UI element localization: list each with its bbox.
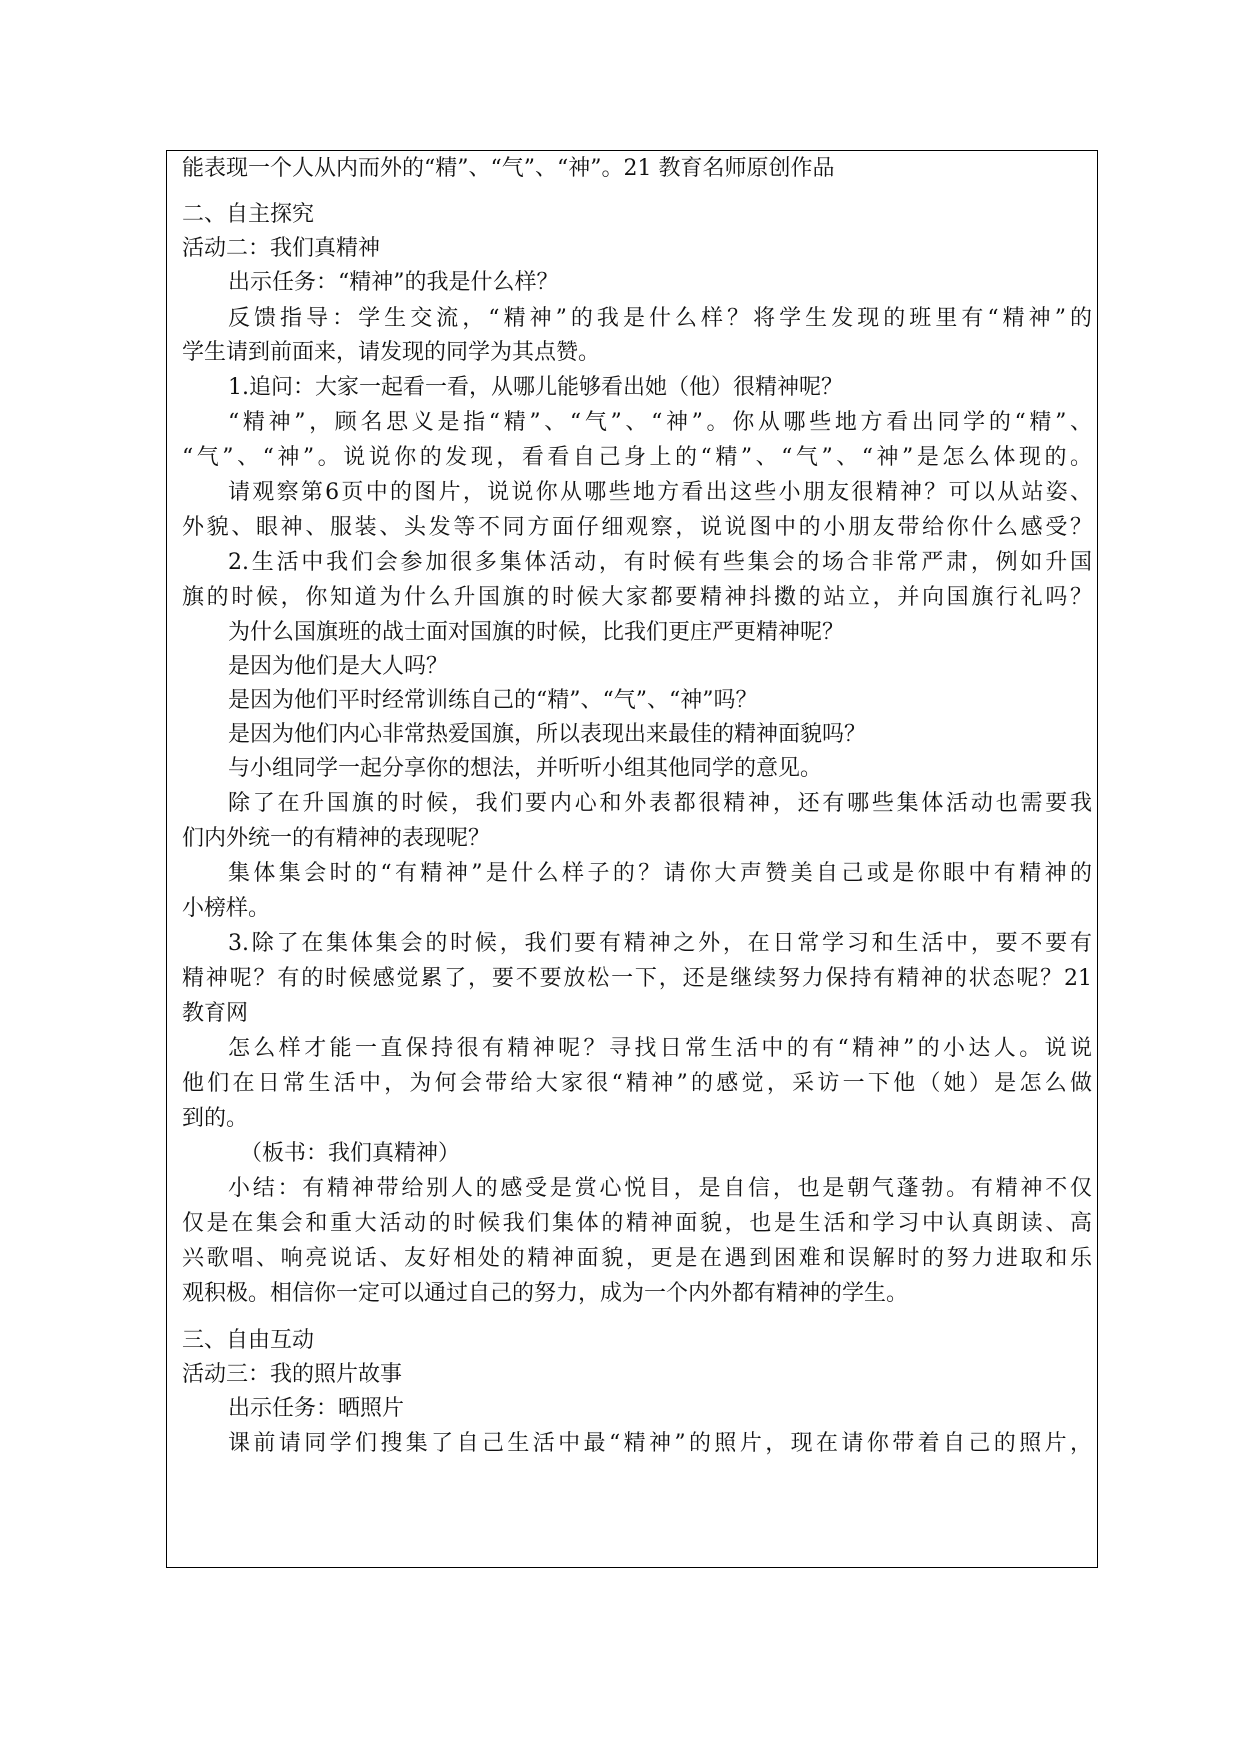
text-line: 兴歌唱、响亮说话、友好相处的精神面貌，更是在遇到困难和误解时的努力进取和乐 (182, 1246, 1092, 1271)
text-line: 反馈指导：学生交流，“精神”的我是什么样？将学生发现的班里有“精神”的 (228, 306, 1092, 331)
section-heading: 二、自主探究 (182, 202, 315, 227)
text-line: 出示任务：晒照片 (228, 1396, 405, 1421)
text-line: 怎么样才能一直保持很有精神呢？寻找日常生活中的有“精神”的小达人。说说 (228, 1036, 1092, 1061)
text-line: 1.追问：大家一起看一看，从哪儿能够看出她（他）很精神呢？ (228, 375, 843, 400)
text-line: 出示任务：“精神”的我是什么样？ (228, 270, 559, 295)
text-line: 为什么国旗班的战士面对国旗的时候，比我们更庄严更精神呢？ (228, 620, 845, 645)
text-line: 旗的时候，你知道为什么升国旗的时候大家都要精神抖擞的站立，并向国旗行礼吗？ (182, 585, 1092, 610)
text-line: 请观察第6页中的图片，说说你从哪些地方看出这些小朋友很精神？可以从站姿、 (228, 480, 1092, 505)
text-line: 是因为他们内心非常热爱国旗，所以表现出来最佳的精神面貌吗？ (228, 722, 867, 747)
text-line: 观积极。相信你一定可以通过自己的努力，成为一个内外都有精神的学生。 (182, 1281, 909, 1306)
text-line: “气”、“神”。说说你的发现，看看自己身上的“精”、“气”、“神”是怎么体现的。 (182, 445, 1092, 470)
text-line: 仅是在集会和重大活动的时候我们集体的精神面貌，也是生活和学习中认真朗读、高 (182, 1211, 1092, 1236)
text-line: 小榜样。 (182, 896, 271, 921)
text-line: 他们在日常生活中，为何会带给大家很“精神”的感觉，采访一下他（她）是怎么做 (182, 1071, 1092, 1096)
text-line: 外貌、眼神、服装、头发等不同方面仔细观察，说说图中的小朋友带给你什么感受？ (182, 515, 1092, 540)
text-line: 学生请到前面来，请发现的同学为其点赞。 (182, 340, 601, 365)
text-line: 3.除了在集体集会的时候，我们要有精神之外，在日常学习和生活中，要不要有 (228, 931, 1092, 956)
text-line: 到的。 (182, 1106, 249, 1131)
text-line: “精神”，顾名思义是指“精”、“气”、“神”。你从哪些地方看出同学的“精”、 (228, 410, 1092, 435)
text-line: 课前请同学们搜集了自己生活中最“精神”的照片，现在请你带着自己的照片， (228, 1431, 1092, 1456)
text-line: 与小组同学一起分享你的想法，并听听小组其他同学的意见。 (228, 756, 823, 781)
activity-heading: 活动二：我们真精神 (182, 236, 381, 261)
text-line: 集体集会时的“有精神”是什么样子的？请你大声赞美自己或是你眼中有精神的 (228, 861, 1092, 886)
text-line: 能表现一个人从内而外的“精”、“气”、“神”。21 教育名师原创作品 (182, 156, 835, 181)
lesson-plan-table-cell (166, 150, 1098, 1568)
text-line: 教育网 (182, 1001, 249, 1026)
text-line: 除了在升国旗的时候，我们要内心和外表都很精神，还有哪些集体活动也需要我 (228, 791, 1092, 816)
text-line: 小结：有精神带给别人的感受是赏心悦目，是自信，也是朝气蓬勃。有精神不仅 (228, 1176, 1092, 1201)
board-note: （板书：我们真精神） (240, 1141, 461, 1166)
activity-heading: 活动三：我的照片故事 (182, 1362, 403, 1387)
text-line: 是因为他们是大人吗？ (228, 654, 449, 679)
section-heading: 三、自由互动 (182, 1328, 315, 1353)
text-line: 们内外统一的有精神的表现呢？ (182, 826, 491, 851)
text-line: 是因为他们平时经常训练自己的“精”、“气”、“神”吗？ (228, 688, 758, 713)
text-line: 2.生活中我们会参加很多集体活动，有时候有些集会的场合非常严肃，例如升国 (228, 550, 1092, 575)
text-line: 精神呢？有的时候感觉累了，要不要放松一下，还是继续努力保持有精神的状态呢？21 (182, 966, 1092, 991)
